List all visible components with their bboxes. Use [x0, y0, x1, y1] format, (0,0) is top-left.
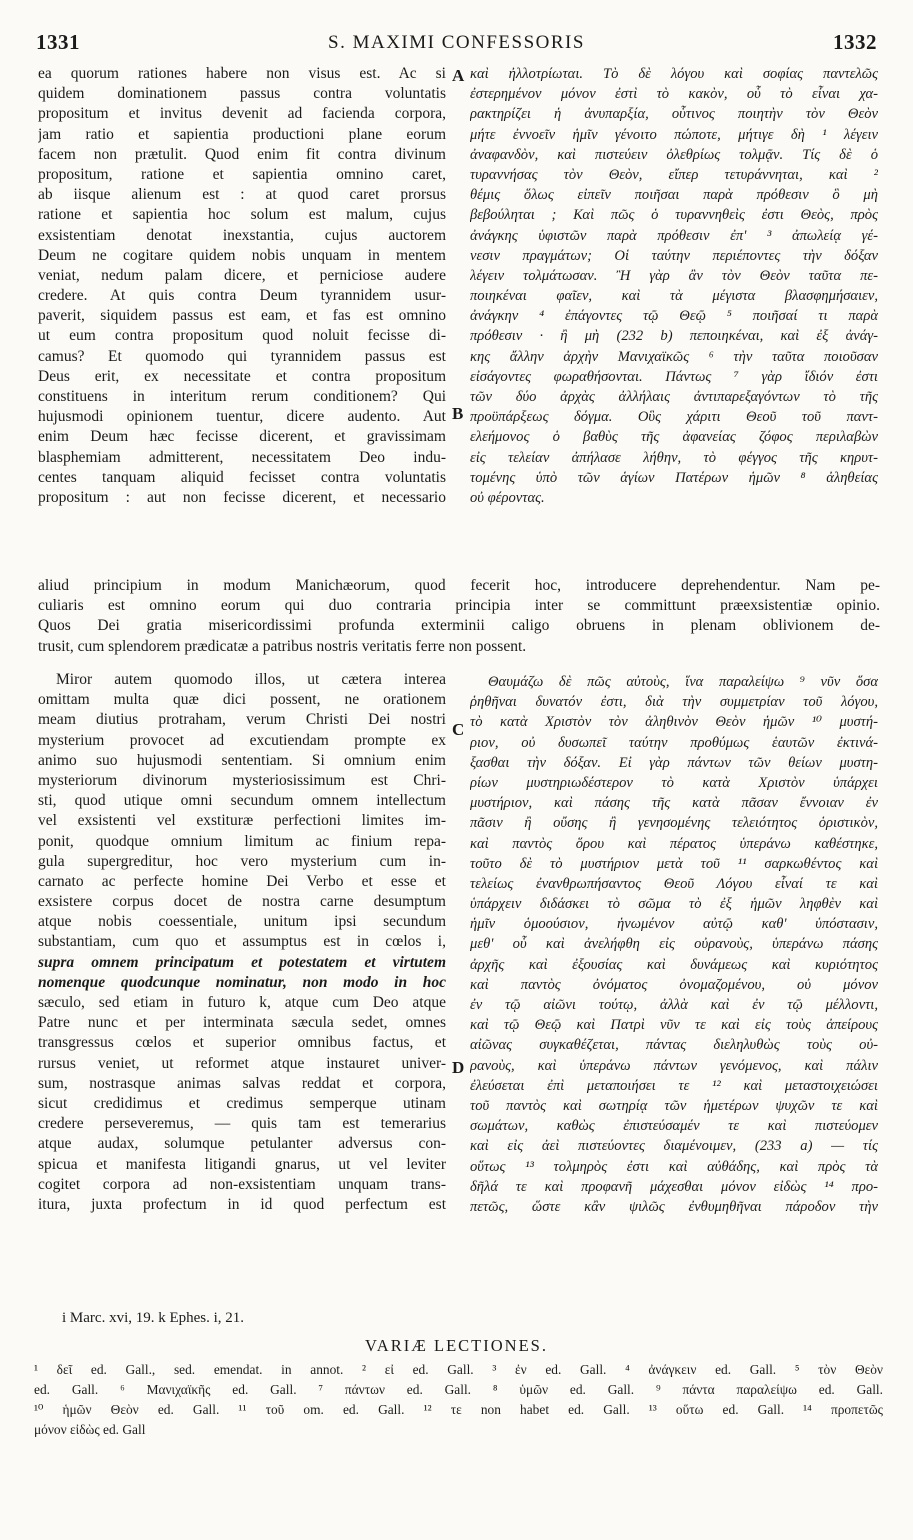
text-line: τυραννήσας τὸν Θεὸν, εἴπερ τετυράννηται, καὶ ²: [470, 166, 878, 183]
text-line: καὶ παντὸς ὀνόματος ὀνομαζομένου, οὐ μόνον: [470, 976, 878, 993]
margin-letter-d: D: [452, 1058, 465, 1077]
text-line: gula supergreditur, hoc vero mysterium cum in-: [38, 852, 446, 870]
text-line: nomenque quodcunque nominatur, non modo in hoc: [38, 973, 446, 991]
text-line: carnato ac perfecte homine Dei Verbo et esse et: [38, 872, 446, 890]
text-line: πετῶς, ὥστε κἂν ψιλῶς ἐνθυμηθῆναι πάροδον τὴν: [470, 1198, 878, 1215]
right-page-number: 1332: [833, 30, 877, 54]
text-line: ρίων μυστηριωδέστερον τὸ κατὰ Χριστὸν ὑπάρχει: [470, 774, 878, 791]
text-line: constituens in interitum rerum conditionem? Qui: [38, 388, 446, 405]
text-line: Miror autem quomodo illos, ut cætera interea: [56, 671, 446, 688]
text-line: μεθ' οὗ καὶ ἀνελήφθη εἰς οὐρανοὺς, ὑπεράνω πάσης: [470, 936, 878, 953]
text-line: ἀρχῆς καὶ ἐξουσίας καὶ δυνάμεως καὶ κυριότητος: [470, 956, 878, 973]
text-line: hujusmodi opinionem tuentur, dicere audento. Aut: [38, 408, 446, 426]
text-line: αἰῶνας συγκαθέζεται, πάντας διεληλυθὼς τοὺς οὐ-: [470, 1037, 878, 1054]
text-line: spicua et manifesta litigandi gnarus, ut vel leviter: [38, 1155, 446, 1173]
scripture-footnote: i Marc. xvi, 19. k Ephes. i, 21.: [62, 1310, 245, 1326]
variae-line: ed. Gall. ⁶ Μανιχαϊκῆς ed. Gall. ⁷ πάντων ed. Gall. ⁸ ὑμῶν ed. Gall. ⁹ πάντα παραλείψω ed. Gall.: [34, 1382, 883, 1397]
text-line: ρακτηρίζει ἡ ἀνυπαρξία, οὗτινος ποιητὴν τὸν Θεὸν: [470, 106, 878, 123]
text-line: καὶ ἠλλοτρίωται. Τὸ δὲ λόγου καὶ σοφίας παντελῶς: [470, 66, 878, 82]
text-line: θέμις ὅλως εἰπεῖν ποιῆσαι παρὰ πρόθεσιν ὃ μὴ: [470, 187, 878, 204]
text-line: ποιηκέναι φαῖεν, καὶ τὰ μέγιστα βλασφημήσαιεν,: [470, 288, 878, 305]
text-line: facem non prætulit. Quod enim fit contra divinum: [38, 145, 446, 163]
text-line: καὶ εἰς ἀεὶ πιστεύοντες διαμένοιμεν, (233 a) — τίς: [470, 1138, 878, 1155]
text-line: ἐλεύσεται ἐπὶ μεταποιήσει τε ¹² καὶ μεταστοιχειώσει: [470, 1077, 878, 1094]
text-line: λέγειν τολμάτωσαν. Ἢ γὰρ ἂν τὸν Θεὸν ταῦτα πε-: [470, 267, 878, 284]
text-line: τελείως ἐνανθρωπήσαντος Θεοῦ Λόγου εἶναί τε καὶ: [470, 875, 878, 892]
text-line: mysterium provocet ad excutiendam prompte ex: [38, 731, 446, 749]
text-line: Patre nunc et per interminata sæcula sedet, omnes: [38, 1014, 446, 1032]
text-line: propositum, ratione et sapientia omnino caret,: [38, 165, 446, 183]
text-line: cogitet corpora ad non-exsistentiam unquam trans-: [38, 1175, 446, 1193]
latin-column-bottom: [38, 670, 446, 1215]
text-line: jam ratio et sapientia productioni plane eorum: [38, 125, 446, 143]
left-page-number: 1331: [36, 30, 80, 54]
text-line: Θαυμάζω δὲ πῶς αὐτοὺς, ἵνα παραλείψω ⁹ νῦν ὅσα: [488, 674, 878, 690]
text-line: ριον, οὐ δυσωπεῖ ταύτην προθύμως ἑαυτῶν ἐκτινά-: [470, 734, 878, 751]
text-line: τοῦ παντὸς καὶ σωτηρίᾳ τῶν ἡμετέρων ψυχῶν τε καὶ: [470, 1097, 878, 1114]
margin-letter-a: A: [452, 66, 465, 85]
text-line: itura, juxta profectum in id quod perfectum est: [38, 1195, 446, 1213]
margin-letter-c: C: [452, 720, 465, 739]
text-line: camus? Et quomodo qui tyrannidem passus est: [38, 347, 446, 365]
text-line: μυστήριον, καὶ πάσης τῆς κατὰ πᾶσαν ἔννοιαν ἐν: [470, 795, 878, 812]
text-line: ab iisque alienum est : at quod caret prorsus: [38, 186, 446, 204]
text-line: sicut credidimus et credimus semperque utinam: [38, 1094, 446, 1112]
text-line: σωμάτων, καθὼς ἐπιστεύσαμέν τε καὶ πιστεύομεν: [470, 1118, 878, 1135]
text-line: ῥηθῆναι δυνατόν ἐστι, διὰ τὴν συμμετρίαν τοῦ λόγου,: [470, 694, 878, 711]
text-line: ξασθαι τὴν δόξαν. Εἰ γὰρ πάντων τῶν θείων μυστη-: [470, 754, 878, 771]
text-line: quidem dominationem passus contra voluntatis: [38, 85, 446, 103]
text-line: substantiam, cum quo et assumptus est in cœlos i,: [38, 933, 446, 951]
text-line: mysteriorum divinorum mysteriosissimum est Chri-: [38, 771, 446, 789]
text-line: enim Deum hæc fecisse dicerent, et gravissimam: [38, 428, 446, 446]
text-line: ελεήμονος ὁ βαθὺς τῆς ἀφανείας ζόφος περιλαβὼν: [470, 429, 878, 446]
text-line: τοῦτο δὲ τὸ μυστήριον μετὰ τοῦ ¹¹ σαρκωθέντος καὶ: [470, 855, 878, 872]
variae-line: ¹ δεῖ ed. Gall., sed. emendat. in annot. ² εἰ ed. Gall. ³ ἐν ed. Gall. ⁴ ἀνάγκειν ed. Gall. ⁵ τὸν Θεὸν: [34, 1362, 883, 1377]
text-line: sum, nostrasque animas salvas reddat et corpora,: [38, 1074, 446, 1092]
text-line: νεσιν πραγμάτων; Οἱ ταύτην περιέποντες τὴν δόξαν: [470, 247, 878, 264]
text-line: Deum ne cogitare quidem nobis unquam in mentem: [38, 246, 446, 264]
text-line: τομένης ὑπὸ τῶν ἁγίων Πατέρων ἡμῶν ⁸ ἀληθείας: [470, 469, 878, 486]
text-line: πρόθεσιν · ἢ μὴ (232 b) πεποιηκέναι, καὶ ἐξ ἀνάγ-: [470, 328, 878, 345]
text-line: sti, quod utique omni secundum omnem intellectum: [38, 792, 446, 810]
text-line: veniat, nedum palam dicere, et perniciose audere: [38, 266, 446, 284]
text-line: βεβούληται ; Καὶ πῶς ὁ τυραννηθεὶς ἐστι Θεὸς, πρὸς: [470, 207, 878, 224]
text-line: μήτε ἐννοεῖν ἡμῖν γένοιτο πώποτε, μήτιγε δὴ ¹ λέγειν: [470, 126, 878, 143]
text-line: ρανοὺς, καὶ ὑπεράνω πάντων γενόμενος, καὶ πάλιν: [470, 1057, 878, 1074]
text-line: propositum : aut non fecisse dicerent, et necessario: [38, 488, 446, 506]
text-line: Deus erit, ex necessitate et contra propositum: [38, 367, 446, 385]
text-line: ponit, quodque omnium limitum ac finium repa-: [38, 832, 446, 850]
text-line: ὑπάρχειν διδάσκει τὸ σῶμα τὸ ἐξ ἡμῶν ληφθὲν καὶ: [470, 896, 878, 913]
text-line: οὐ φέροντας.: [470, 489, 545, 506]
text-line: centes tanquam aliquid fecisset contra voluntatis: [38, 468, 446, 486]
text-line: omittam multa quæ dici possent, ne orationem: [38, 691, 446, 709]
text-line: transgressus cœlos et superior omnibus factus, et: [38, 1034, 446, 1052]
latin-full-width: [38, 576, 880, 657]
text-line: καὶ τῷ Θεῷ καὶ Πατρὶ νῦν τε καὶ εἰς τοὺς ἀπείρους: [470, 1017, 878, 1034]
text-line: propositum et invitus devenit ad facienda corpora,: [38, 105, 446, 123]
text-line: animo suo hujusmodi sententiam. Si omnium enim: [38, 751, 446, 769]
latin-column-top: [38, 64, 446, 508]
text-line: blasphemiam admitterent, necessitatem Deo indu-: [38, 448, 446, 466]
text-line: ἀναφανδὸν, καὶ πιστεύειν ὀλεθρίως τολμᾷν. Τίς δὲ ὁ: [470, 146, 878, 163]
text-line: exsistentiam denotat inexstantia, cujus auctorem: [38, 226, 446, 244]
text-line: atque audax, solumque petulanter adversus con-: [38, 1135, 446, 1153]
greek-column-top: [470, 64, 878, 508]
text-line: προϋπάρξεως δόγμα. Οὓς χάριτι Θεοῦ τοῦ παντ-: [470, 409, 878, 426]
text-line: τὸ κατὰ Χριστὸν τὸν ἀληθινὸν Θεὸν ἡμῶν ¹⁰ μυστή-: [470, 714, 878, 731]
text-line: exsistere corpus docet de nostra carne desumptum: [38, 893, 446, 911]
text-line: ἐν τῷ αἰῶνι τούτῳ, ἀλλὰ καὶ ἐν τῷ μέλλοντι,: [470, 997, 878, 1013]
running-title: S. MAXIMI CONFESSORIS: [328, 32, 585, 53]
greek-column-bottom: [470, 672, 878, 1217]
variae-line: ¹⁰ ἡμῶν Θεὸν ed. Gall. ¹¹ τοῦ om. ed. Gall. ¹² τε non habet ed. Gall. ¹³ οὕτω ed. Gall. ¹⁴ προπετῶς: [34, 1402, 883, 1417]
text-line: supra omnem principatum et potestatem et virtutem: [38, 953, 446, 971]
text-line: aliud principium in modum Manichæorum, quod fecerit hoc, introducere deprehendentur. Nam pe-: [38, 577, 880, 594]
text-line: πᾶσιν ἢ οὔσης ἢ γενησομένης τελειότητος ὁριστικὸν,: [470, 815, 878, 832]
text-line: ἐστερημένον μόνον ἐστὶ τὸ κακὸν, οὗ τὸ εἶναι χα-: [470, 86, 878, 103]
text-line: credere perseveremus, — quis tam est temerarius: [38, 1115, 446, 1133]
text-line: ἀνάγκην ⁴ ἐπάγοντες τῷ Θεῷ ⁵ ποιῆσαί τι παρὰ: [470, 308, 878, 325]
text-line: ἀνάγκης ὑφιστῶν παρὰ πρόθεσιν ἐπ' ³ ἀπωλείᾳ γέ-: [470, 227, 878, 244]
text-line: εἰς τελείαν ἀπήλασε λήθην, τὸ φέγγος τῆς κηρυτ-: [470, 449, 878, 466]
text-line: ἡμῖν ὁμοούσιον, ἡνωμένον αὐτῷ καθ' ὑπόστασιν,: [470, 916, 878, 933]
text-line: εἰσάγοντες φωραθήσονται. Πάντως ⁷ γὰρ ἴδιόν ἐστι: [470, 368, 878, 385]
text-line: δῆλά τε καὶ προφανῆ μάχεσθαι μόνον εἰδὼς ¹⁴ προ-: [470, 1178, 878, 1195]
variae-lectiones-title: VARIÆ LECTIONES.: [365, 1336, 548, 1355]
text-line: καὶ παντὸς ὅρου καὶ πέρατος ὑπεράνω καθέστηκε,: [470, 835, 878, 852]
text-line: paverit, siquidem passus est eam, et fas est omnino: [38, 307, 446, 325]
text-line: vel exsistenti vel exstituræ perfectioni limites im-: [38, 812, 446, 830]
variae-line: μόνον εἰδὼς ed. Gall: [34, 1422, 146, 1437]
text-line: rursus veniet, ut reformet atque instauret univer-: [38, 1054, 446, 1072]
margin-letter-b: B: [452, 404, 464, 423]
text-line: ea quorum rationes habere non visus est. Ac si: [38, 65, 446, 82]
text-line: credere. At quis contra Deum tyrannidem usur-: [38, 287, 446, 305]
page-header: [36, 30, 877, 58]
text-line: Quos Dei gratia misericordissimi profunda exterminii caligo obruens in plenam oblivionem de-: [38, 617, 880, 635]
text-line: ratione et sapientia hoc solum est malum, cujus: [38, 206, 446, 224]
text-line: οὕτως ¹³ τολμηρὸς ἐστι καὶ αὐθάδης, καὶ πρὸς τὰ: [470, 1158, 878, 1175]
text-line: τῶν δύο ἀρχὰς ἀλλήλαις ἀντιπαρεξαγόντων τὸ τῆς: [470, 389, 878, 405]
text-line: sæculo, sed etiam in futuro k, atque cum Deo atque: [38, 994, 446, 1011]
text-line: meam diutius protraham, verum Christi Dei nostri: [38, 711, 446, 729]
text-line: trusit, cum splendorem prædicatæ a patribus nostris veritatis ferre non possent.: [38, 637, 527, 655]
text-line: atque nobis coessentiale, unitum ipsi secundum: [38, 913, 446, 931]
text-line: ut eum contra propositum quod noluit fecisse di-: [38, 327, 446, 345]
text-line: culiaris est omnino eorum qui duo contraria principia inter se committunt præexsistentiæ opinio.: [38, 597, 880, 615]
text-line: κης ἄλλην ἀρχὴν Μανιχαϊκῶς ⁶ τὴν ταῦτα ποιοῦσαν: [470, 348, 878, 365]
